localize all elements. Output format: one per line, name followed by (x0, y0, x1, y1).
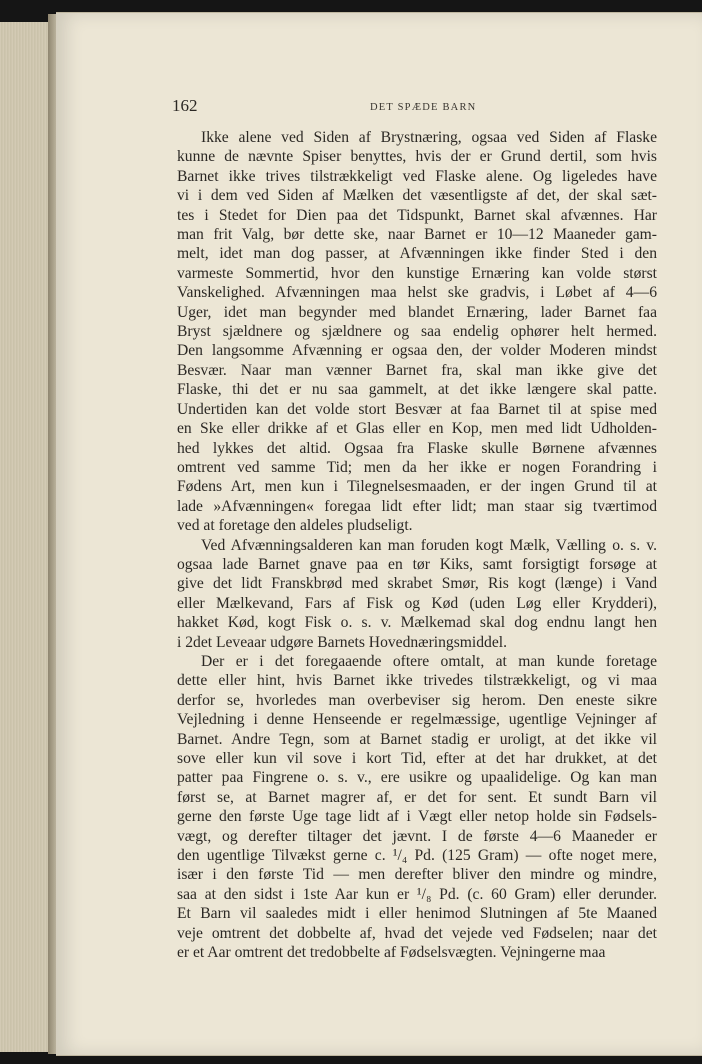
text-line: i 2det Leveaar udgøre Barnets Hovednæringsmiddel. (177, 633, 507, 651)
page-edges (0, 22, 53, 1052)
paragraph (177, 128, 657, 536)
text-line: gerne den første Uge tage lidt af i Vægt eller netop holde sin Fødsels- (177, 808, 657, 826)
text-line: Ved Afvænningsalderen kan man foruden kogt Mælk, Vælling o. s. v. (201, 536, 657, 554)
text-line: ved at foretage den aldeles pludseligt. (177, 517, 413, 535)
text-line: veje omtrent det dobbelte af, hvad det vejede ved Fødselen; naar det (177, 924, 657, 942)
text-line: en Ske eller drikke af et Glas eller en Kop, men med lidt Udholden- (177, 420, 657, 438)
text-line: man frit Valg, bør dette ske, naar Barnet er 10—12 Maaneder gam- (177, 226, 657, 244)
text-line: er et Aar omtrent det tredobbelte af Fødselsvægten. Vejningerne maa (177, 944, 606, 962)
text-line: Et Barn vil saaledes midt i eller henimod Slutningen af 5te Maaned (177, 905, 657, 923)
paragraph (177, 652, 657, 963)
text-line: sove eller kun vil sove i kort Tid, efter at det har drukket, at det (177, 750, 657, 767)
paragraph (177, 536, 657, 652)
page-number: 162 (172, 96, 198, 115)
text-line: Flaske, thi det er nu saa gammelt, at det ikke længere skal patte. (177, 381, 657, 399)
text-line: derfor se, hvorledes man overbeviser sig herom. Den eneste sikre (177, 691, 657, 709)
text-line: vi i dem ved Siden af Mælken det væsentligste af det, der skal sæt- (177, 187, 657, 205)
text-line: den ugentlige Tilvækst gerne c. ¹/₄ Pd. (125 Gram) — ofte noget mere, (177, 847, 657, 865)
text-line: patter paa Fingrene o. s. v., ere usikre og upaalidelige. Og kan man (177, 769, 657, 787)
text-line: Barnet ikke trives tilstrækkeligt ved Flaske alene. Og ligeledes have (177, 167, 657, 185)
text-line: først se, at Barnet magrer af, er det for sent. Et sundt Barn vil (177, 788, 657, 806)
text-line: lade »Afvænningen« foregaa lidt efter lidt; man staar sig tværtimod (177, 497, 657, 515)
text-line: Fødens Art, men kun i Tilegnelsesmaaden, er der ingen Grund til at (177, 478, 657, 496)
text-line: give det lidt Franskbrød med skrabet Smør, Ris kogt (længe) i Vand (177, 575, 657, 593)
text-line: hakket Kød, kogt Fisk o. s. v. Mælkemad skal dog endnu langt hen (177, 614, 657, 632)
text-line: tes i Stedet for Dien paa det Tidspunkt, Barnet skal afvænnes. Har (177, 206, 657, 224)
text-line: Bryst sjældnere og sjældnere og saa endelig ophører helt hermed. (177, 323, 657, 341)
text-line: saa at den sidst i 1ste Aar kun er ¹/₈ Pd. (c. 60 Gram) eller derunder. (177, 885, 657, 903)
text-line: vægt, og derefter tiltager det jævnt. I de første 4—6 Maaneder er (177, 827, 657, 845)
text-line: melt, idet man dog passer, at Afvænningen ikke finder Sted i den (177, 245, 657, 263)
text-line: Uger, idet man begynder med blandet Ernæring, lader Barnet faa (177, 303, 657, 321)
text-line: kunne de nævnte Spiser benyttes, hvis der er Grund dertil, som hvis (177, 148, 657, 166)
running-head: DET SPÆDE BARN (370, 102, 477, 113)
body-text (177, 128, 657, 962)
text-line: Undertiden kan det volde stort Besvær at faa Barnet til at spise med (177, 400, 657, 418)
text-line: ogsaa lade Barnet gnave paa en tør Kiks, samt forsigtigt forsøge at (177, 555, 657, 573)
text-line: Den langsomme Afvænning er ogsaa den, der volder Moderen mindst (177, 342, 657, 360)
text-line: varmeste Sommertid, hvor den kunstige Ernæring kan volde størst (177, 264, 657, 282)
text-line: Besvær. Naar man vænner Barnet fra, skal man ikke give det (177, 361, 657, 379)
text-line: især i den første Tid — men derefter bliver den mindre og mindre, (177, 866, 657, 884)
text-line: dette eller hint, hvis Barnet ikke trivedes tilstrækkeligt, og vi maa (177, 672, 657, 690)
text-line: Ikke alene ved Siden af Brystnæring, ogsaa ved Siden af Flaske (201, 129, 657, 146)
text-line: eller Mælkevand, Fars af Fisk og Kød (uden Løg eller Krydderi), (177, 594, 657, 612)
text-line: Barnet. Andre Tegn, som at Barnet stadig er uroligt, at det ikke vil (177, 730, 657, 748)
text-line: omtrent ved samme Tid; men da her ikke er nogen Forandring i (177, 458, 657, 476)
text-line: Der er i det foregaaende oftere omtalt, at man kunde foretage (201, 652, 657, 670)
text-line: Vejledning i denne Henseende er regelmæssige, ugentlige Vejninger af (177, 711, 657, 729)
text-line: Vanskelighed. Afvænningen maa helst ske gradvis, i Løbet af 4—6 (177, 284, 657, 302)
text-line: hed lykkes det altid. Ogsaa fra Flaske skulle Børnene afvænnes (177, 439, 657, 457)
